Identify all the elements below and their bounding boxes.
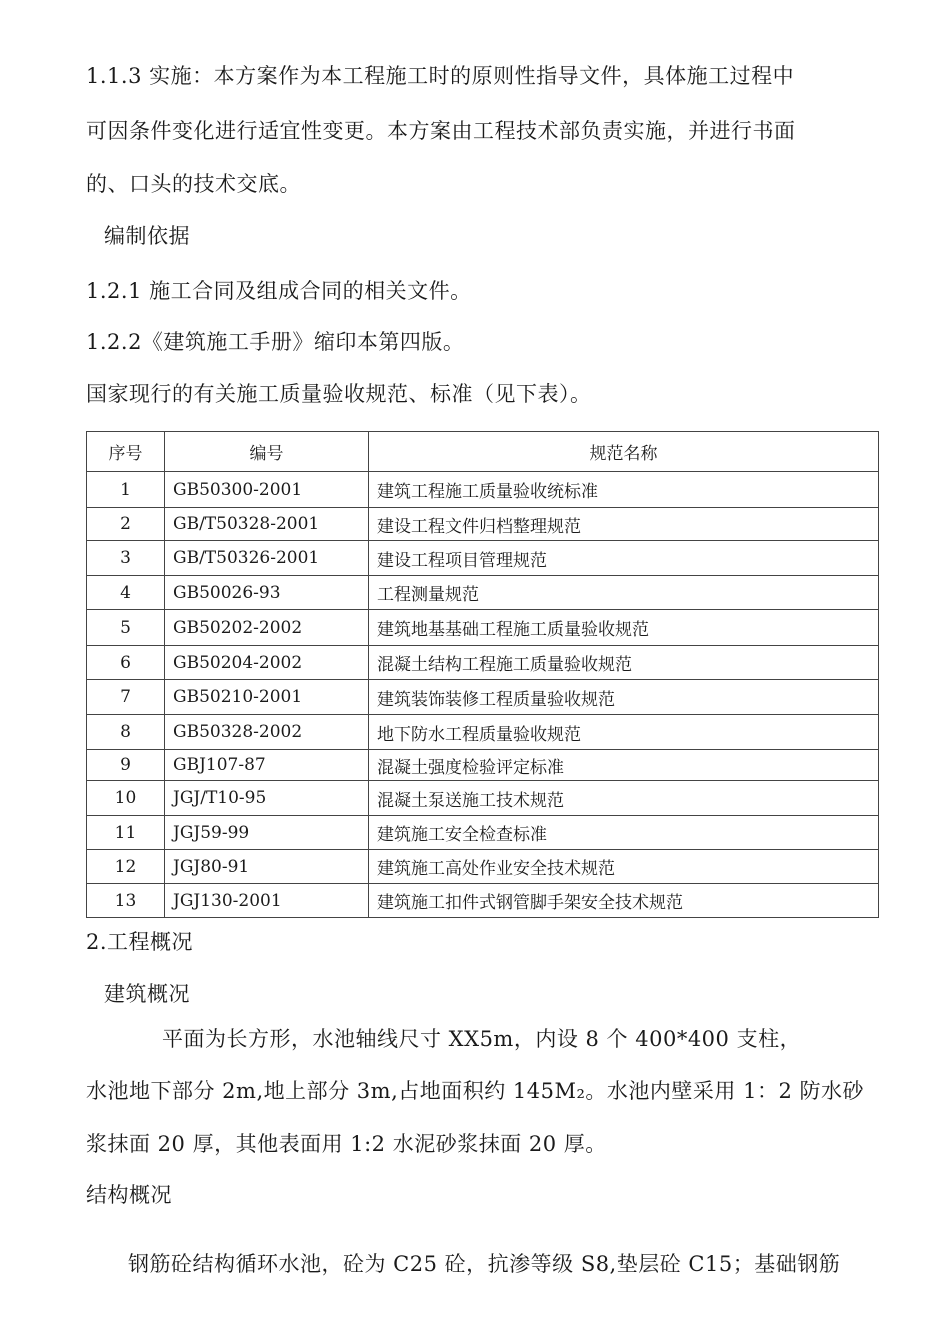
cell-name: 建筑施工扣件式钢管脚手架安全技术规范	[369, 884, 879, 918]
standards-table	[86, 431, 879, 918]
table-row	[87, 541, 879, 576]
cell-index: 1	[87, 472, 165, 508]
cell-code: GB50300-2001	[165, 472, 369, 508]
cell-name: 混凝土泵送施工技术规范	[369, 781, 879, 816]
cell-code: GB50210-2001	[165, 680, 369, 715]
building-line-1: 平面为长方形，水池轴线尺寸 XX5m，内设 8 个 400*400 支柱，	[162, 1027, 802, 1051]
cell-name: 建筑装饰装修工程质量验收规范	[369, 680, 879, 715]
cell-index: 11	[87, 816, 165, 850]
cell-index: 9	[87, 750, 165, 781]
cell-code: GB50204-2002	[165, 646, 369, 680]
cell-name: 地下防水工程质量验收规范	[369, 715, 879, 750]
cell-index: 3	[87, 541, 165, 576]
paragraph-implementation-line-2: 可因条件变化进行适宜性变更。本方案由工程技术部负责实施，并进行书面	[86, 119, 796, 143]
cell-name: 混凝土结构工程施工质量验收规范	[369, 646, 879, 680]
header-name: 规范名称	[369, 432, 879, 472]
cell-index: 4	[87, 576, 165, 610]
building-line-2: 水池地下部分 2m,地上部分 3m,占地面积约 145M₂。水池内壁采用 1：2 防水砂	[86, 1079, 864, 1103]
cell-index: 7	[87, 680, 165, 715]
table-row	[87, 715, 879, 750]
paragraph-implementation-line-1: 1.1.3 实施：本方案作为本工程施工时的原则性指导文件，具体施工过程中	[86, 64, 795, 88]
cell-code: GBJ107-87	[165, 750, 369, 781]
cell-index: 13	[87, 884, 165, 918]
cell-name: 建筑工程施工质量验收统标准	[369, 472, 879, 508]
paragraph-implementation-line-3: 的、口头的技术交底。	[86, 172, 301, 196]
table-row	[87, 816, 879, 850]
cell-index: 10	[87, 781, 165, 816]
cell-code: JGJ/T10-95	[165, 781, 369, 816]
cell-name: 混凝土强度检验评定标准	[369, 750, 879, 781]
basis-item-1: 1.2.1 施工合同及组成合同的相关文件。	[86, 279, 472, 303]
cell-code: GB50328-2002	[165, 715, 369, 750]
cell-name: 建设工程项目管理规范	[369, 541, 879, 576]
table-header-row	[87, 432, 879, 472]
cell-code: JGJ80-91	[165, 850, 369, 884]
cell-index: 8	[87, 715, 165, 750]
cell-code: GB/T50328-2001	[165, 508, 369, 541]
header-code: 编号	[165, 432, 369, 472]
heading-building-overview: 建筑概况	[104, 982, 190, 1006]
table-row	[87, 680, 879, 715]
cell-name: 建筑施工高处作业安全技术规范	[369, 850, 879, 884]
table-row	[87, 884, 879, 918]
cell-code: JGJ130-2001	[165, 884, 369, 918]
table-body	[87, 472, 879, 918]
cell-code: GB50202-2002	[165, 610, 369, 646]
table-row	[87, 850, 879, 884]
table-row	[87, 781, 879, 816]
heading-basis: 编制依据	[104, 224, 190, 248]
cell-code: GB50026-93	[165, 576, 369, 610]
cell-index: 12	[87, 850, 165, 884]
table-row	[87, 472, 879, 508]
cell-code: GB/T50326-2001	[165, 541, 369, 576]
cell-name: 建设工程文件归档整理规范	[369, 508, 879, 541]
basis-item-3: 国家现行的有关施工质量验收规范、标准（见下表）。	[86, 382, 592, 406]
cell-code: JGJ59-99	[165, 816, 369, 850]
cell-name: 建筑施工安全检查标准	[369, 816, 879, 850]
table-row	[87, 576, 879, 610]
table-row	[87, 750, 879, 781]
cell-name: 工程测量规范	[369, 576, 879, 610]
heading-structure-overview: 结构概况	[86, 1183, 172, 1207]
table-row	[87, 646, 879, 680]
heading-overview: 2.工程概况	[86, 930, 194, 954]
cell-index: 5	[87, 610, 165, 646]
building-line-3: 浆抹面 20 厚，其他表面用 1:2 水泥砂浆抹面 20 厚。	[86, 1132, 607, 1156]
header-index: 序号	[87, 432, 165, 472]
basis-item-2: 1.2.2《建筑施工手册》缩印本第四版。	[86, 330, 465, 354]
cell-index: 2	[87, 508, 165, 541]
cell-name: 建筑地基基础工程施工质量验收规范	[369, 610, 879, 646]
table-row	[87, 610, 879, 646]
structure-line-1: 钢筋砼结构循环水池，砼为 C25 砼，抗渗等级 S8,垫层砼 C15；基础钢筋	[128, 1252, 841, 1276]
cell-index: 6	[87, 646, 165, 680]
table-row	[87, 508, 879, 541]
